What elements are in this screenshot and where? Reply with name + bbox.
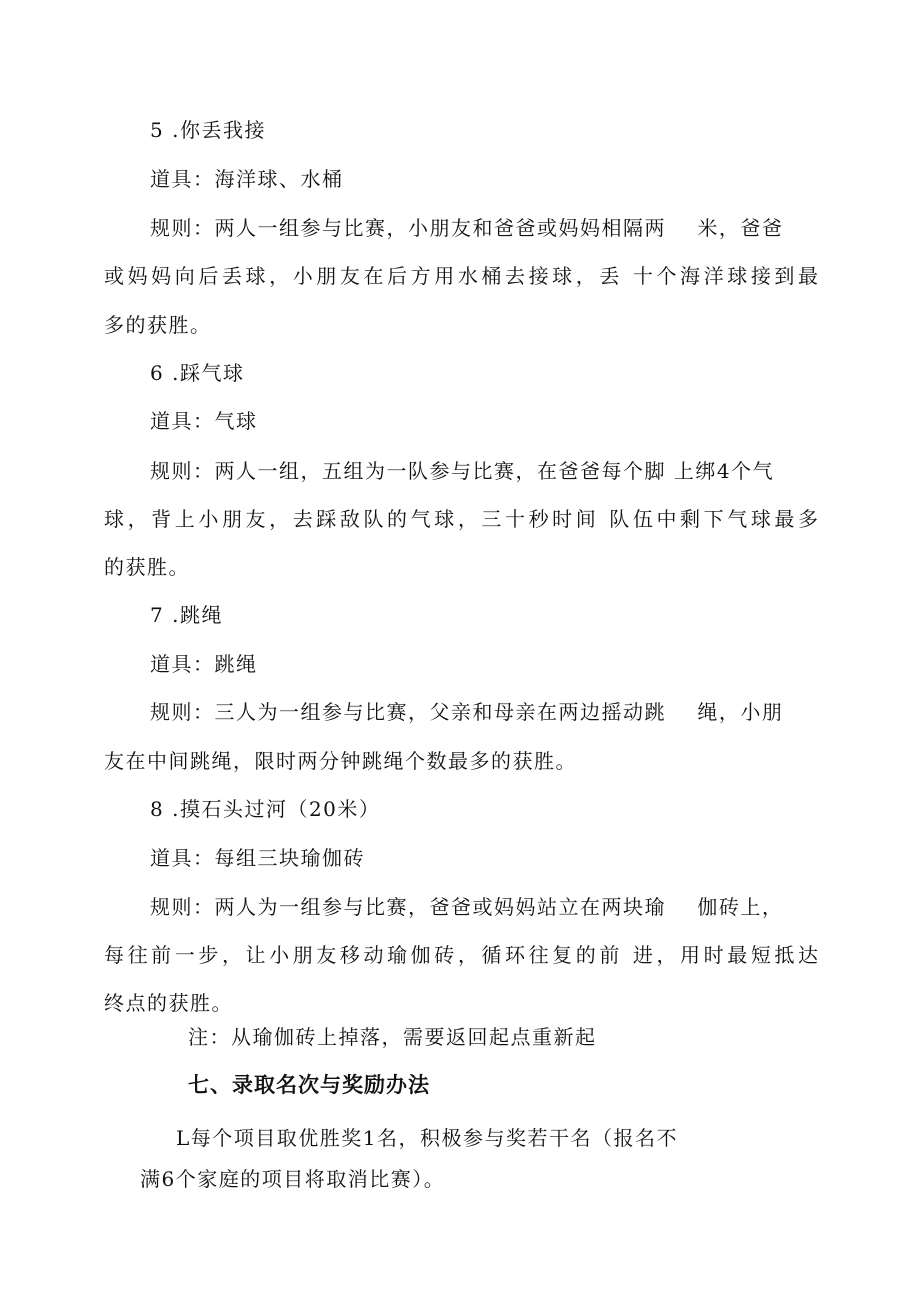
item-rule-line: 规则：两人一组，五组为一队参与比赛，在爸爸每个脚 上绑4个气 [150,459,775,483]
item-title: 7 .跳绳 [150,603,223,627]
item-rule-line: 每往前一步，让小朋友移动瑜伽砖，循环往复的前 进，用时最短抵达 [104,943,818,967]
item-rule-line: 规则：三人为一组参与比赛，父亲和母亲在两边摇动跳 绳，小朋 [150,700,784,724]
item-rule-line: 的获胜。 [104,555,190,579]
item-rule-line: 或妈妈向后丢球，小朋友在后方用水桶去接球，丢 十个海洋球接到最 [104,264,818,288]
item-rule-line: 多的获胜。 [104,313,212,337]
section-line: L每个项目取优胜奖1名，积极参与奖若干名（报名不 [176,1126,679,1150]
section-heading: 七、录取名次与奖励办法 [188,1073,430,1097]
item-props: 道具：每组三块瑜伽砖 [150,846,365,870]
item-props: 道具：气球 [150,409,258,433]
item-title: 8 .摸石头过河（20米） [150,797,381,821]
item-rule-line: 终点的获胜。 [104,991,233,1015]
item-props: 道具：跳绳 [150,652,258,676]
item-rule-line: 规则：两人为一组参与比赛，爸爸或妈妈站立在两块瑜 伽砖上， [150,895,784,919]
item-rule-line: 友在中间跳绳，限时两分钟跳绳个数最多的获胜。 [104,749,577,773]
item-rule-line: 规则：两人一组参与比赛，小朋友和爸爸或妈妈相隔两 米，爸爸 [150,216,784,240]
section-line: 满6个家庭的项目将取消比赛）。 [140,1167,446,1191]
item-note: 注：从瑜伽砖上掉落，需要返回起点重新起 [188,1025,597,1049]
item-props: 道具：海洋球、水桶 [150,167,344,191]
item-title: 6 .踩气球 [150,361,245,385]
item-rule-line: 球，背上小朋友，去踩敌队的气球，三十秒时间 队伍中剩下气球最多 [104,507,818,531]
item-title: 5 .你丢我接 [150,118,266,142]
